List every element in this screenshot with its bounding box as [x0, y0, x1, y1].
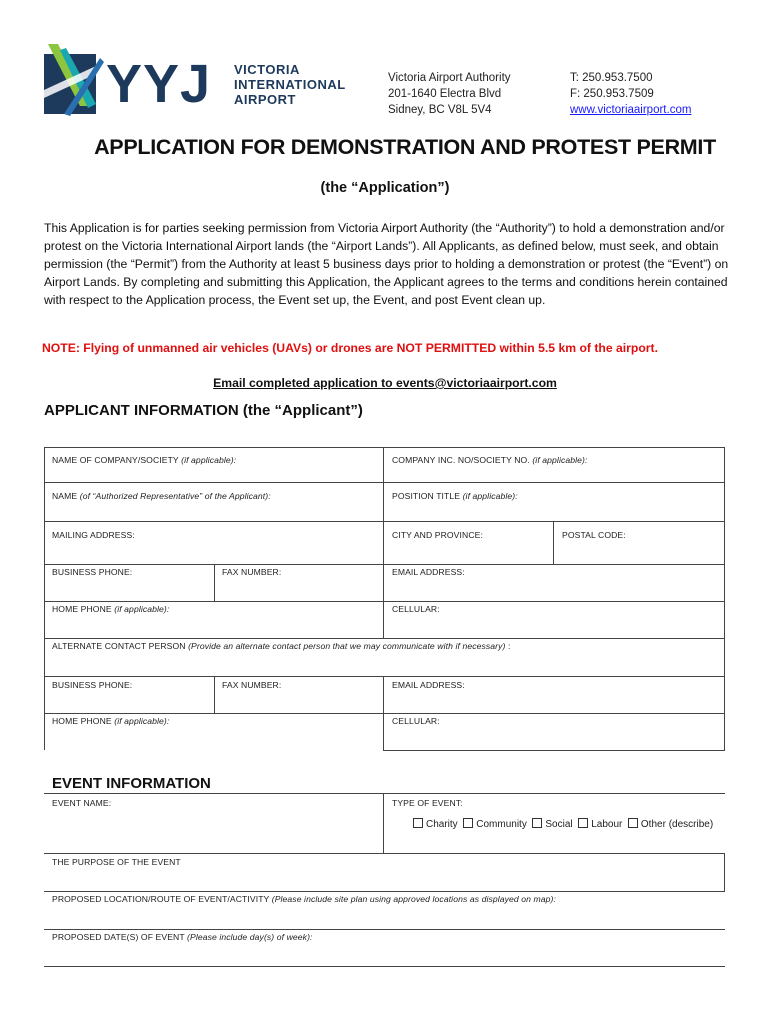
- mailing-address-field[interactable]: MAILING ADDRESS:: [52, 530, 135, 540]
- page-subtitle: (the “Application”): [320, 180, 450, 196]
- alt-home-phone-field[interactable]: HOME PHONE (if applicable):: [52, 716, 170, 726]
- event-purpose-field[interactable]: THE PURPOSE OF THE EVENT: [52, 857, 181, 867]
- alternate-contact-field[interactable]: ALTERNATE CONTACT PERSON (Provide an alternate contact person that we may communicate with if necessary) :: [52, 641, 511, 651]
- representative-name-field[interactable]: NAME (of “Authorized Representative” of the Applicant):: [52, 491, 271, 501]
- labour-checkbox[interactable]: Labour: [575, 819, 622, 830]
- company-name-field[interactable]: NAME OF COMPANY/SOCIETY (if applicable):: [52, 455, 237, 465]
- address-line-3: Sidney, BC V8L 5V4: [388, 104, 492, 116]
- alt-email-address-field[interactable]: EMAIL ADDRESS:: [392, 680, 465, 690]
- event-type-options: [413, 818, 713, 830]
- submit-email-instruction[interactable]: Email completed application to events@victoriaairport.com: [213, 376, 557, 390]
- fax-number: F: 250.953.7509: [570, 88, 654, 100]
- logo-line-3: AIRPORT: [234, 92, 296, 107]
- home-phone-field[interactable]: HOME PHONE (if applicable):: [52, 604, 170, 614]
- address-line-1: Victoria Airport Authority: [388, 72, 511, 84]
- cellular-field[interactable]: CELLULAR:: [392, 604, 440, 614]
- other-checkbox[interactable]: Other (describe): [625, 819, 713, 830]
- event-dates-field[interactable]: PROPOSED DATE(S) OF EVENT (Please include day(s) of week):: [52, 932, 313, 942]
- business-phone-field[interactable]: BUSINESS PHONE:: [52, 567, 133, 577]
- logo-line-2: INTERNATIONAL: [234, 77, 346, 92]
- website-link[interactable]: www.victoriaairport.com: [570, 104, 692, 116]
- event-location-field[interactable]: PROPOSED LOCATION/ROUTE OF EVENT/ACTIVITY (Please include site plan using approved locations as displayed on map):: [52, 894, 557, 904]
- logo-line-1: VICTORIA: [234, 62, 300, 77]
- authority-address: [388, 70, 511, 118]
- page-title: APPLICATION FOR DEMONSTRATION AND PROTEST PERMIT: [94, 135, 716, 159]
- authority-contact: [570, 70, 691, 118]
- event-name-field[interactable]: EVENT NAME:: [52, 798, 112, 808]
- airport-logo: [44, 44, 349, 118]
- email-address-field[interactable]: EMAIL ADDRESS:: [392, 567, 465, 577]
- intro-paragraph: This Application is for parties seeking permission from Victoria Airport Authority (the “Authority”) to hold a demonstration and/or protest on the Victoria International Airport lands (the “Airport Lands”). All Applicants, as defined below, must seek, and obtain permission (the “Permit”) from the Authority at least 5 business days prior to holding a demonstration or protest (the “Event”) on Airport Lands. By completing and submitting this Application, the Applicant agrees to the terms and conditions herein contained with respect to the Application process, the Event set up, the Event, and post Event clean up.: [44, 221, 729, 307]
- community-checkbox[interactable]: Community: [460, 819, 526, 830]
- company-no-field[interactable]: COMPANY INC. NO/SOCIETY NO. (if applicable):: [392, 455, 588, 465]
- event-type-label: TYPE OF EVENT:: [392, 798, 463, 808]
- position-title-field[interactable]: POSITION TITLE (if applicable):: [392, 491, 518, 501]
- city-province-field[interactable]: CITY AND PROVINCE:: [392, 530, 483, 540]
- alt-business-phone-field[interactable]: BUSINESS PHONE:: [52, 680, 133, 690]
- postal-code-field[interactable]: POSTAL CODE:: [562, 530, 626, 540]
- alt-fax-number-field[interactable]: FAX NUMBER:: [222, 680, 282, 690]
- logo-yyj-text: YYJ: [106, 54, 212, 114]
- alt-cellular-field[interactable]: CELLULAR:: [392, 716, 440, 726]
- address-line-2: 201-1640 Electra Blvd: [388, 88, 502, 100]
- event-section-heading: EVENT INFORMATION: [52, 775, 211, 792]
- charity-checkbox[interactable]: Charity: [413, 819, 458, 830]
- phone-number: T: 250.953.7500: [570, 72, 653, 84]
- applicant-section-heading: APPLICANT INFORMATION (the “Applicant”): [44, 402, 363, 419]
- drone-note: NOTE: Flying of unmanned air vehicles (UAVs) or drones are NOT PERMITTED within 5.5 km of the airport.: [41, 341, 658, 355]
- social-checkbox[interactable]: Social: [530, 819, 573, 830]
- fax-number-field[interactable]: FAX NUMBER:: [222, 567, 282, 577]
